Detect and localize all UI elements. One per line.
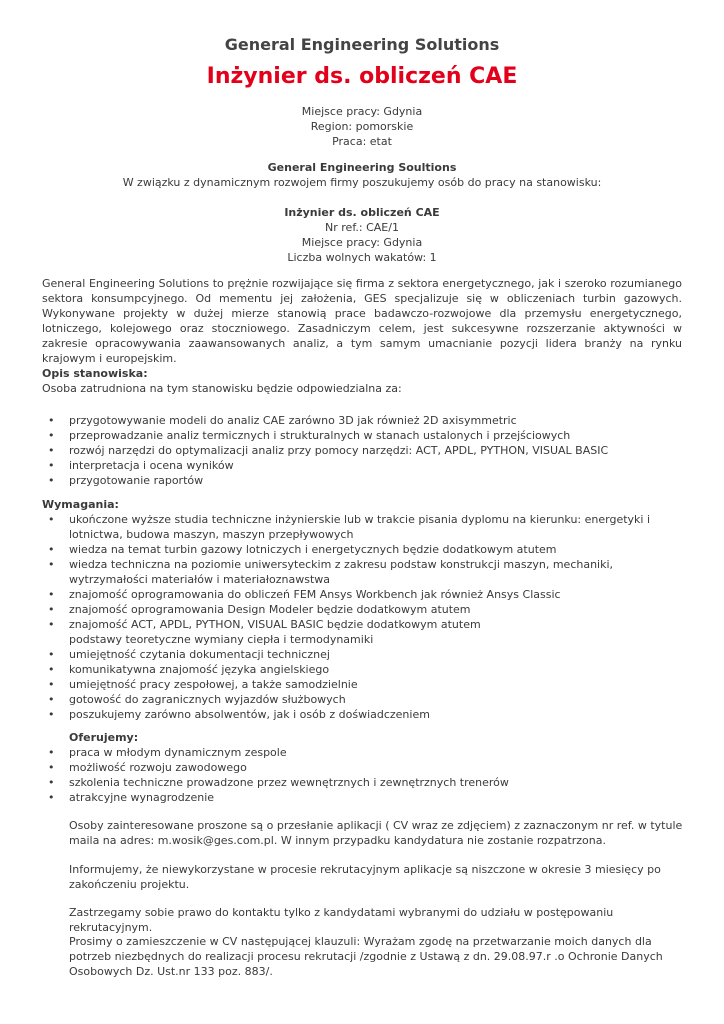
list-item: • przygotowanie raportów: [48, 474, 204, 487]
bullet-icon: •: [48, 588, 55, 601]
retention-info: Informujemy, że niewykorzystane w procesie rekrutacyjnym aplikacje są niszczone w okresie 3 miesięcy po zakończeniu projektu.: [69, 863, 661, 891]
job-summary-title: Inżynier ds. obliczeń CAE: [284, 206, 440, 219]
list-item: • komunikatywna znajomość języka angielskiego: [48, 663, 330, 676]
list-item: • ukończone wyższe studia techniczne inżynierskie lub w trakcie pisania dyplomu na kierunku: energetyki i lotnictwa, budowa maszyn, maszyn przepływowych: [48, 513, 651, 541]
list-item: • umiejętność czytania dokumentacji technicznej: [48, 648, 330, 661]
list-item: • wiedza techniczna na poziomie uniwersyteckim z zakresu podstaw konstrukcji maszyn, mechaniki, wytrzymałości materiałów i materiałoznawstwa: [48, 558, 614, 586]
privacy-clause: Prosimy o zamieszczenie w CV następującej klauzuli: Wyrażam zgodę na przetwarzanie moich danych dla potrzeb niezbędnych do realizacji procesu rekrutacji /zgodnie z Ustawą z dn. 29.08.97.r .o Ochronie Danych Osobowych Dz. Ust.nr 133 poz. 883/.: [69, 935, 663, 978]
job-summary-ref: Nr ref.: CAE/1: [325, 221, 399, 234]
bullet-icon: •: [48, 761, 55, 774]
company-description: General Engineering Solutions to prężnie rozwijające się firma z sektora energetycznego, jak i szeroko rozumianego sektora konsumpcyjnego. Od mementu jej założenia, GES specjalizuje się w obliczeniach turbin gazowych. Wykonywane projekty w dużej mierze stanowią prace badawczo-rozwojowe dla przemysłu energetycznego, lotniczego, kolejowego oraz stoczniowego. Zasadniczym celem, jest sukcesywne rozszerzanie aktywności w zakresie opracowywania zaawansowanych analiz, a tym samym umacnianie pozycji lidera branży na rynku krajowym i europejskim.: [42, 277, 682, 365]
job-title-heading: Inżynier ds. obliczeń CAE: [206, 64, 518, 89]
intro: [0, 160, 724, 190]
bullet-icon: •: [48, 776, 55, 789]
list-item: • gotowość do zagranicznych wyjazdów służbowych: [48, 693, 346, 706]
offer-list: [42, 745, 682, 805]
description-section: [42, 366, 682, 488]
list-item: • wiedza na temat turbin gazowy lotniczych i energetycznych będzie dodatkowym atutem: [48, 543, 557, 556]
list-item: • rozwój narzędzi do optymalizacji analiz przy pomocy narzędzi: ACT, APDL, PYTHON, VISUAL BASIC: [48, 444, 609, 457]
bullet-icon: •: [48, 558, 55, 571]
bullet-icon: •: [48, 648, 55, 661]
bullet-icon: •: [48, 663, 55, 676]
list-item: • umiejętność pracy zespołowej, a także samodzielnie: [48, 678, 358, 691]
requirements-section: [42, 497, 682, 722]
apply-instructions: Osoby zainteresowane proszone są o przesłanie aplikacji ( CV wraz ze zdjęciem) z zaznaczonym nr ref. w tytule maila na adres: m.wosik@ges.com.pl. W innym przypadku kandydatura nie zostanie rozpatrzona.: [69, 819, 683, 847]
offer-title: Oferujemy:: [69, 731, 139, 744]
meta-employment: Praca: etat: [332, 135, 392, 148]
list-item: • przeprowadzanie analiz termicznych i strukturalnych w stanach ustalonych i przejściowych: [48, 429, 571, 442]
bullet-icon: •: [48, 414, 55, 427]
list-item: • praca w młodym dynamicznym zespole: [48, 746, 287, 759]
bullet-icon: •: [48, 429, 55, 442]
bullet-icon: •: [48, 678, 55, 691]
list-item: • szkolenia techniczne prowadzone przez wewnętrznych i zewnętrznych trenerów: [48, 776, 509, 789]
bullet-icon: •: [48, 603, 55, 616]
bullet-icon: •: [48, 513, 55, 526]
list-item: • przygotowywanie modeli do analiz CAE zarówno 3D jak również 2D axisymmetric: [48, 414, 517, 427]
description-list: [42, 413, 682, 488]
bullet-icon: •: [48, 543, 55, 556]
list-item: • znajomość oprogramowania do obliczeń FEM Ansys Workbench jak również Ansys Classic: [48, 588, 561, 601]
requirements-list-continued: [42, 647, 682, 722]
bullet-icon: •: [48, 791, 55, 804]
job-summary-vacancies: Liczba wolnych wakatów: 1: [287, 251, 437, 264]
job-summary-place: Miejsce pracy: Gdynia: [301, 236, 423, 249]
description-title: Opis stanowiska:: [42, 367, 148, 380]
bullet-icon: •: [48, 693, 55, 706]
list-item: • znajomość ACT, APDL, PYTHON, VISUAL BASIC będzie dodatkowym atutem: [48, 618, 481, 631]
meta-location: Miejsce pracy: Gdynia: [301, 105, 423, 118]
job-meta: [0, 104, 724, 149]
bullet-icon: •: [48, 459, 55, 472]
company-heading: General Engineering Solutions: [224, 35, 500, 54]
intro-text: W związku z dynamicznym rozwojem firmy poszukujemy osób do pracy na stanowisku:: [122, 176, 602, 189]
bullet-icon: •: [48, 444, 55, 457]
list-item: • atrakcyjne wynagrodzenie: [48, 791, 215, 804]
requirements-extra-line: podstawy teoretyczne wymiany ciepła i termodynamiki: [69, 633, 374, 646]
offer-section: [42, 730, 682, 805]
bullet-icon: •: [48, 474, 55, 487]
requirements-title: Wymagania:: [42, 498, 119, 511]
list-item: • interpretacja i ocena wyników: [48, 459, 234, 472]
intro-company: General Engineering Soultions: [267, 161, 457, 174]
bullet-icon: •: [48, 746, 55, 759]
requirements-list: [42, 512, 682, 632]
list-item: • poszukujemy zarówno absolwentów, jak i osób z doświadczeniem: [48, 708, 430, 721]
bullet-icon: •: [48, 618, 55, 631]
meta-region: Region: pomorskie: [310, 120, 414, 133]
job-summary: [0, 205, 724, 265]
contact-reservation: Zastrzegamy sobie prawo do kontaktu tylko z kandydatami wybranymi do udziału w postępowaniu rekrutacyjnym.: [69, 906, 614, 934]
bullet-icon: •: [48, 708, 55, 721]
list-item: • znajomość oprogramowania Design Modeler będzie dodatkowym atutem: [48, 603, 471, 616]
description-subtitle: Osoba zatrudniona na tym stanowisku będzie odpowiedzialna za:: [42, 382, 402, 395]
list-item: • możliwość rozwoju zawodowego: [48, 761, 247, 774]
